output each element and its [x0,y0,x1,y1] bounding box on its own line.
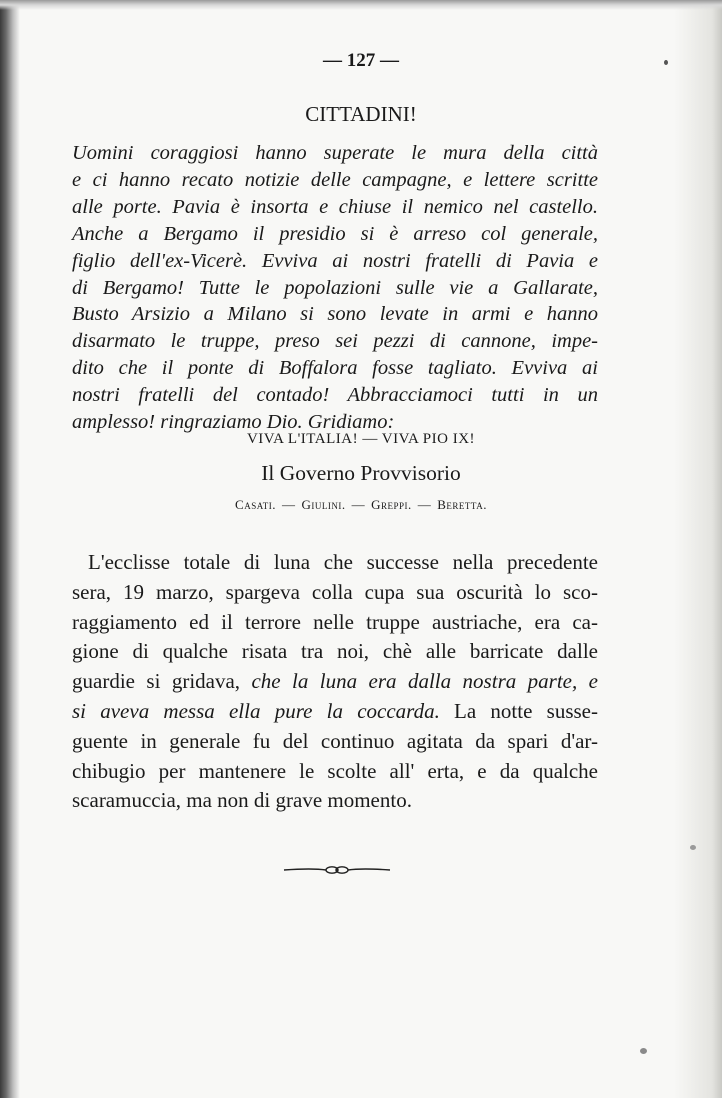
italic-phrase: che la luna era dalla nostra parte, e [251,669,598,694]
narrative-line [72,786,598,816]
italic-phrase: si aveva messa ella pure la coccarda. [72,698,440,723]
text-run: raggiamento ed il terrore nelle truppe austriache, era ca- [72,609,598,634]
signer-name: Casati. [235,497,276,512]
narrative-line [72,757,598,787]
text-run: guente in generale fu del continuo agitata da spari d'ar- [72,728,598,753]
proclamation-line: di Bergamo! Tutte le popolazioni sulle vie a Gallarate, [72,276,598,299]
page-edge-shadow [674,0,722,1098]
page-gutter-shadow [0,0,20,1098]
page-top-shadow [0,0,722,10]
signer-separator: — [351,497,366,512]
government-signature: Il Governo Provvisorio [261,461,461,485]
proclamation-line: figlio dell'ex-Vicerè. Evviva ai nostri fratelli di Pavia e [72,249,598,272]
text-run: guardie si gridava, [72,669,252,694]
proclamation-line: amplesso! ringraziamo Dio. Gridiamo: [72,411,395,434]
page-number: — 127 — [323,50,399,71]
signer-name: Giulini. [301,497,346,512]
narrative-line [72,637,598,667]
proclamation-line: nostri fratelli del contado! Abbracciamoci tutti in un [72,384,598,407]
proclamation-line: Busto Arsizio a Milano si sono levate in armi e hanno [72,303,598,326]
acclamation-line: VIVA L'ITALIA! — VIVA PIO IX! [246,431,476,447]
proclamation-line: disarmato le truppe, preso sei pezzi di cannone, impe- [72,330,598,353]
text-run: sera, 19 marzo, spargeva colla cupa sua oscurità lo sco- [72,579,598,604]
ink-speck [664,60,668,65]
proclamation-line: e ci hanno recato notizie delle campagne, e lettere scritte [72,168,598,191]
text-run: scaramuccia, ma non di grave momento. [72,788,412,813]
narrative-line [72,548,598,578]
proclamation-line: Uomini coraggiosi hanno superate le mura della città [72,142,598,164]
proclamation-line: dito che il ponte di Boffalora fosse tagliato. Evviva ai [72,357,598,380]
ink-speck [690,845,696,850]
text-run: gione di qualche risata tra noi, chè alle barricate dalle [72,639,598,664]
text-run: chibugio per mantenere le scolte all' erta, e da qualche [72,758,598,783]
signer-separator: — [281,497,296,512]
text-run: La notte susse- [439,698,598,723]
signer-name: Greppi. [371,497,412,512]
proclamation-line: alle porte. Pavia è insorta e chiuse il nemico nel castello. [72,195,598,218]
narrative-line [72,727,598,757]
proclamation-line: Anche a Bergamo il presidio si è arreso col generale, [72,222,598,245]
signers-line [0,497,722,513]
signer-name: Beretta. [437,497,487,512]
narrative-paragraph [72,548,598,816]
ink-speck [640,1048,647,1054]
proclamation-heading: CITTADINI! [305,102,417,126]
narrative-line [72,608,598,638]
signer-separator: — [417,497,432,512]
narrative-line [72,578,598,608]
narrative-line [72,697,598,727]
narrative-line [72,667,598,697]
text-run: L'ecclisse totale di luna che successe nella precedente [88,550,598,574]
proclamation-text [72,140,598,436]
ornament-divider-icon [282,862,392,878]
